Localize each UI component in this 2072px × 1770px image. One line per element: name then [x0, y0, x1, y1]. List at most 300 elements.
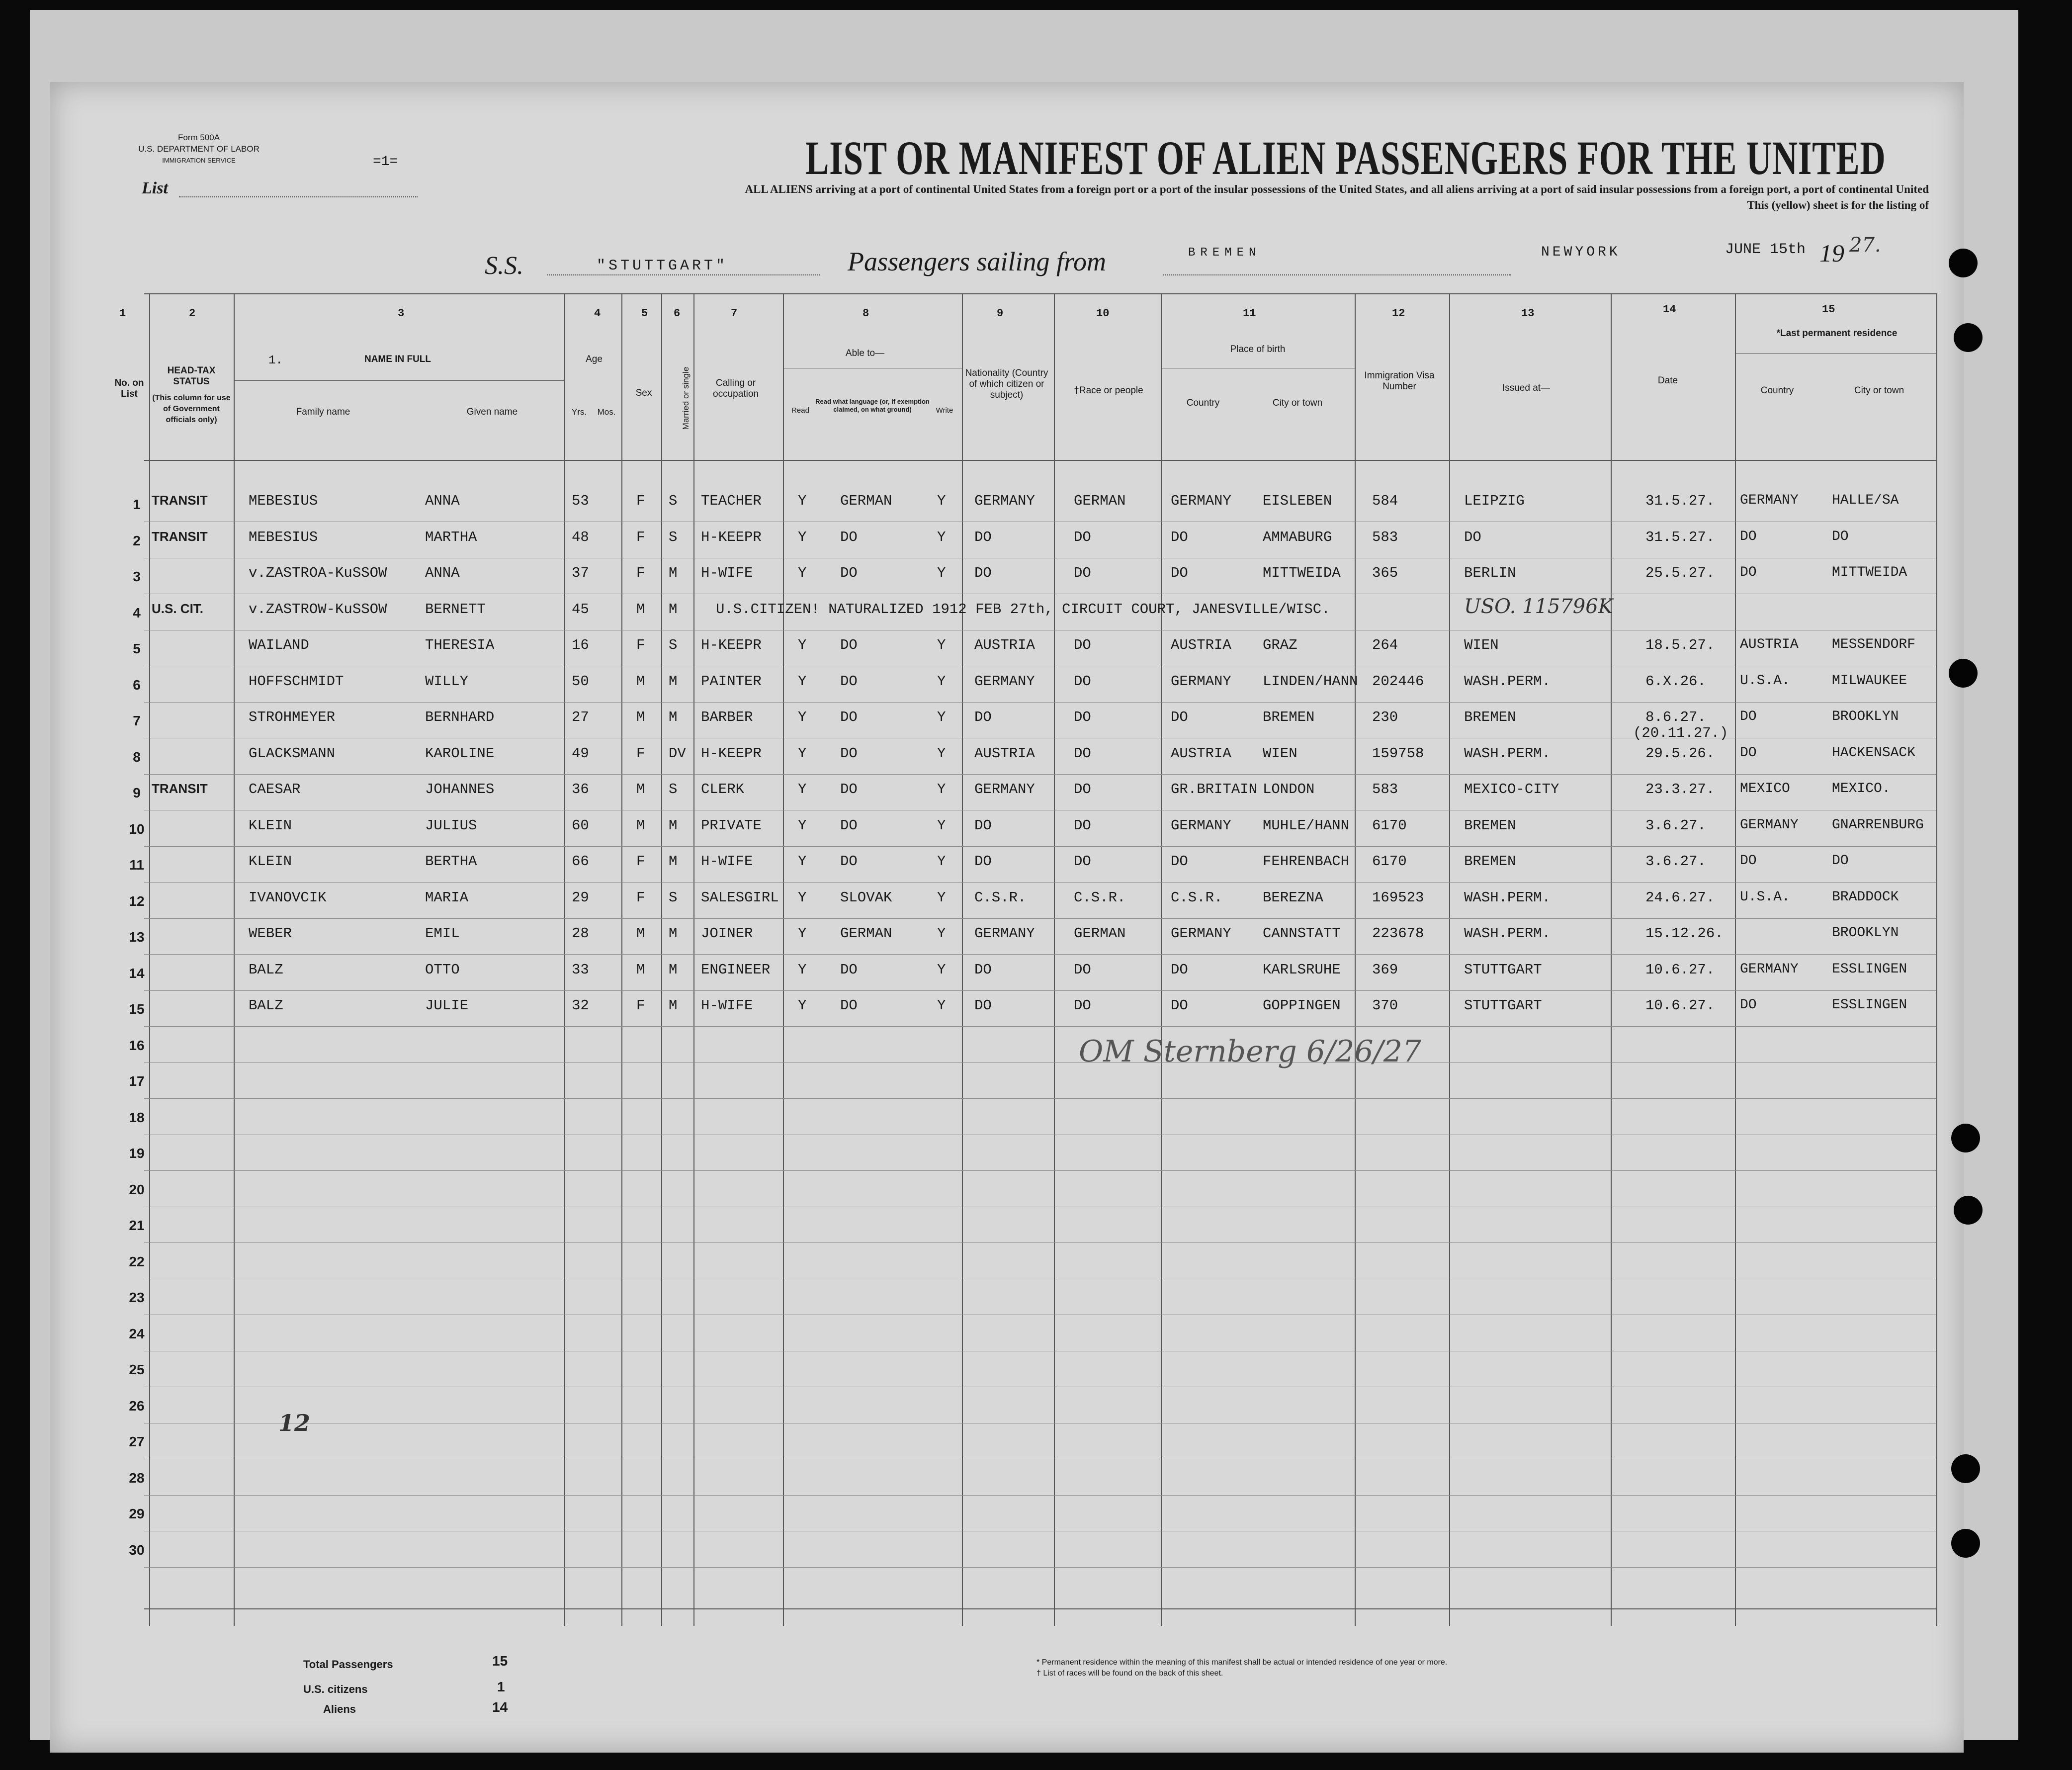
visa-number: 223678 — [1372, 925, 1424, 942]
row-rule — [144, 1062, 1936, 1063]
colnum-11: 11 — [1243, 307, 1256, 320]
hdr-birth-city: City or town — [1272, 398, 1323, 408]
birth-city: BREMEN — [1263, 709, 1315, 725]
issue-date: 31.5.27. — [1645, 529, 1715, 545]
form-number: Form 500A — [177, 133, 220, 142]
family-name: KLEIN — [249, 853, 292, 870]
port-underline — [1163, 274, 1511, 275]
can-write: Y — [937, 673, 946, 690]
read-language: DO — [840, 781, 858, 797]
residence-city: ESSLINGEN — [1832, 961, 1907, 977]
row-number: 15 — [129, 1001, 145, 1017]
row-number: 29 — [129, 1506, 145, 1521]
birth-city: GRAZ — [1263, 637, 1297, 653]
race: DO — [1074, 817, 1091, 834]
row-number: 5 — [133, 641, 141, 656]
nationality: DO — [974, 709, 992, 725]
birth-country: DO — [1171, 709, 1188, 725]
issued-at: BERLIN — [1464, 565, 1516, 581]
hdr-nationality: Nationality (Country of which citizen or subject) — [965, 368, 1048, 400]
aliens-label: Aliens — [323, 1703, 356, 1715]
sex: F — [636, 493, 645, 509]
row-number: 13 — [129, 929, 145, 945]
nationality: GERMANY — [974, 493, 1035, 509]
citizens-value: 1 — [497, 1679, 505, 1694]
visa-number: 230 — [1372, 709, 1398, 725]
vrule-15 — [1936, 293, 1937, 1626]
birth-country: GERMANY — [1171, 817, 1231, 834]
birth-city: MUHLE/HANN — [1263, 817, 1350, 834]
manifest-sheet — [50, 82, 1964, 1753]
year-prefix: 19 — [1819, 239, 1844, 267]
issue-date: 23.3.27. — [1645, 781, 1715, 797]
issued-at: USO. 115796K — [1464, 595, 1613, 618]
occupation: JOINER — [701, 925, 753, 942]
birth-city: KARLSRUHE — [1263, 961, 1341, 978]
age: 29 — [572, 889, 589, 906]
birth-country: GERMANY — [1171, 493, 1231, 509]
birth-city: MITTWEIDA — [1263, 565, 1341, 581]
sex: M — [636, 709, 645, 725]
given-name: JULIE — [425, 997, 469, 1014]
family-name: CAESAR — [249, 781, 301, 797]
vrule-9 — [1054, 293, 1055, 1626]
binder-hole — [1951, 1124, 1980, 1152]
residence-city: MITTWEIDA — [1832, 565, 1907, 580]
sex: M — [636, 925, 645, 942]
manifest-title: LIST OR MANIFEST OF ALIEN PASSENGERS FOR THE UNITED — [805, 131, 1886, 184]
colnum-6: 6 — [674, 307, 681, 320]
row-number: 27 — [129, 1434, 145, 1449]
marital-status: M — [669, 817, 678, 834]
birth-city: BEREZNA — [1263, 889, 1323, 906]
sex: F — [636, 853, 645, 870]
hdr-read-what: Read what language (or, if exemption claimed, on what ground) — [815, 398, 930, 413]
marital-status: M — [669, 673, 678, 690]
subtitle-line1: ALL ALIENS arriving at a port of continental United States from a foreign port or a port of the insular possessions of the United States, and all aliens arriving at a port of said insular possessions from a foreign port, a port of continental United — [745, 183, 1929, 195]
age: 45 — [572, 601, 589, 618]
residence-country: U.S.A. — [1740, 889, 1790, 905]
residence-city: HALLE/SA — [1832, 493, 1899, 508]
issue-date: 31.5.27. — [1645, 493, 1715, 509]
row-rule — [144, 1098, 1936, 1099]
row-number: 19 — [129, 1146, 145, 1161]
nationality: DO — [974, 853, 992, 870]
header-bottom-rule — [144, 460, 1936, 461]
can-write: Y — [937, 817, 946, 834]
occupation: H-KEEPR — [701, 637, 762, 653]
given-name: BERNETT — [425, 601, 486, 618]
row-number: 23 — [129, 1290, 145, 1305]
can-write: Y — [937, 889, 946, 906]
issue-date: 18.5.27. — [1645, 637, 1715, 653]
nationality: C.S.R. — [974, 889, 1027, 906]
age: 33 — [572, 961, 589, 978]
age: 16 — [572, 637, 589, 653]
given-name: JULIUS — [425, 817, 477, 834]
given-name: THERESIA — [425, 637, 495, 653]
visa-number: 370 — [1372, 997, 1398, 1014]
can-write: Y — [937, 961, 946, 978]
colnum-7: 7 — [731, 307, 738, 320]
vrule-10 — [1161, 293, 1162, 1626]
birth-country: DO — [1171, 997, 1188, 1014]
race: DO — [1074, 961, 1091, 978]
row-number: 28 — [129, 1470, 145, 1486]
birth-city: WIEN — [1263, 745, 1297, 762]
sailing-label: Passengers sailing from — [848, 247, 1107, 276]
vrule-14 — [1735, 293, 1736, 1626]
visa-number: 583 — [1372, 781, 1398, 797]
visa-number: 159758 — [1372, 745, 1424, 762]
issue-date: 24.6.27. — [1645, 889, 1715, 906]
hdr-yrs: Yrs. — [571, 407, 587, 417]
can-read: Y — [798, 673, 807, 690]
can-read: Y — [798, 889, 807, 906]
can-read: Y — [798, 529, 807, 545]
issued-at: BREMEN — [1464, 853, 1516, 870]
hdr-visa: Immigration Visa Number — [1364, 370, 1435, 392]
colnum-14: 14 — [1663, 303, 1676, 316]
list-underline — [179, 196, 418, 197]
head-tax-status: TRANSIT — [152, 781, 208, 796]
nationality: DO — [974, 565, 992, 581]
binder-hole — [1951, 1529, 1980, 1558]
can-read: Y — [798, 565, 807, 581]
family-name: HOFFSCHMIDT — [249, 673, 344, 690]
row-rule — [144, 1170, 1936, 1171]
head-tax-status: TRANSIT — [152, 493, 208, 508]
residence-city: BROOKLYN — [1832, 709, 1899, 724]
birth-city: LONDON — [1263, 781, 1315, 797]
race: DO — [1074, 673, 1091, 690]
hdr-res-country: Country — [1760, 385, 1794, 396]
nationality: DO — [974, 961, 992, 978]
race: C.S.R. — [1074, 889, 1126, 906]
can-read: Y — [798, 745, 807, 762]
can-write: Y — [937, 709, 946, 725]
sex: M — [636, 817, 645, 834]
residence-country: AUSTRIA — [1740, 637, 1799, 652]
occupation: H-KEEPR — [701, 529, 762, 545]
issued-at: WIEN — [1464, 637, 1499, 653]
occupation: TEACHER — [701, 493, 762, 509]
occupation: PAINTER — [701, 673, 762, 690]
occupation: PRIVATE — [701, 817, 762, 834]
residence-city: BRADDOCK — [1832, 889, 1899, 905]
sex: F — [636, 745, 645, 762]
family-name: IVANOVCIK — [249, 889, 327, 906]
can-write: Y — [937, 529, 946, 545]
visa-number: 6170 — [1372, 817, 1407, 834]
vrule-11 — [1355, 293, 1356, 1626]
issue-date: 3.6.27. — [1645, 853, 1706, 870]
sex: F — [636, 889, 645, 906]
nationality: DO — [974, 997, 992, 1014]
visa-number: 202446 — [1372, 673, 1424, 690]
given-name: ANNA — [425, 565, 460, 581]
can-write: Y — [937, 565, 946, 581]
family-name: KLEIN — [249, 817, 292, 834]
residence-country: DO — [1740, 745, 1757, 761]
visa-number: 6170 — [1372, 853, 1407, 870]
marital-status: M — [669, 565, 678, 581]
hdr-name-in-full: NAME IN FULL — [364, 354, 432, 364]
family-name: WEBER — [249, 925, 292, 942]
family-name: WAILAND — [249, 637, 309, 653]
birth-city: FEHRENBACH — [1263, 853, 1350, 870]
issued-at: BREMEN — [1464, 709, 1516, 725]
can-read: Y — [798, 997, 807, 1014]
row-number: 21 — [129, 1218, 145, 1233]
issued-at: DO — [1464, 529, 1481, 545]
race: DO — [1074, 997, 1091, 1014]
rule-res-sub — [1735, 353, 1936, 354]
row-number: 26 — [129, 1398, 145, 1414]
race: DO — [1074, 637, 1091, 653]
race: DO — [1074, 529, 1091, 545]
residence-country: U.S.A. — [1740, 673, 1790, 689]
hdr-calling: Calling or occupation — [713, 378, 759, 399]
can-read: Y — [798, 925, 807, 942]
birth-city: GOPPINGEN — [1263, 997, 1341, 1014]
race: DO — [1074, 709, 1091, 725]
total-passengers-label: Total Passengers — [303, 1658, 393, 1671]
row-number: 7 — [133, 713, 141, 728]
given-name: MARTHA — [425, 529, 477, 545]
family-name: BALZ — [249, 997, 283, 1014]
family-name: v.ZASTROW-KuSSOW — [249, 601, 387, 618]
race: GERMAN — [1074, 493, 1126, 509]
row-number: 4 — [133, 605, 141, 620]
vrule-13 — [1611, 293, 1612, 1626]
binder-hole — [1949, 249, 1978, 277]
vrule-1 — [149, 293, 150, 1626]
service: IMMIGRATION SERVICE — [162, 157, 236, 164]
row-rule — [144, 1026, 1936, 1027]
hdr-no-on-list: No. on List — [114, 378, 144, 399]
binder-hole — [1951, 1454, 1980, 1483]
binder-hole — [1954, 323, 1983, 352]
visa-number: 264 — [1372, 637, 1398, 653]
can-write: Y — [937, 745, 946, 762]
issue-date: 3.6.27. — [1645, 817, 1706, 834]
binder-hole — [1954, 1196, 1983, 1225]
issued-at: STUTTGART — [1464, 997, 1542, 1014]
read-language: DO — [840, 817, 858, 834]
row-number: 1 — [133, 497, 141, 512]
row-number: 24 — [129, 1326, 145, 1341]
hdr-read: Read — [791, 406, 809, 415]
race: GERMAN — [1074, 925, 1126, 942]
row-number: 22 — [129, 1253, 145, 1269]
read-language: DO — [840, 997, 858, 1014]
can-read: Y — [798, 781, 807, 797]
race: DO — [1074, 853, 1091, 870]
can-write: Y — [937, 997, 946, 1014]
visa-number: 369 — [1372, 961, 1398, 978]
residence-city: BROOKLYN — [1832, 925, 1899, 941]
vrule-7 — [783, 293, 784, 1626]
total-passengers-value: 15 — [492, 1653, 508, 1669]
given-name: BERTHA — [425, 853, 477, 870]
read-language: DO — [840, 745, 858, 762]
visa-number: 365 — [1372, 565, 1398, 581]
sex: M — [636, 601, 645, 618]
birth-city: CANNSTATT — [1263, 925, 1341, 942]
age: 66 — [572, 853, 589, 870]
can-write: Y — [937, 637, 946, 653]
marital-status: M — [669, 601, 678, 618]
residence-city: HACKENSACK — [1832, 745, 1916, 761]
row-rule — [144, 882, 1936, 883]
given-name: OTTO — [425, 961, 460, 978]
residence-country: GERMANY — [1740, 493, 1799, 508]
row-rule — [144, 990, 1936, 991]
residence-country: MEXICO — [1740, 781, 1790, 796]
can-read: Y — [798, 961, 807, 978]
hdr-date: Date — [1657, 375, 1678, 386]
nationality: GERMANY — [974, 781, 1035, 797]
can-write: Y — [937, 493, 946, 509]
header-top-rule — [144, 293, 1936, 294]
colnum-13: 13 — [1521, 307, 1535, 320]
citizens-label: U.S. citizens — [303, 1683, 368, 1695]
vrule-12 — [1449, 293, 1450, 1626]
can-read: Y — [798, 709, 807, 725]
can-write: Y — [937, 781, 946, 797]
race: DO — [1074, 565, 1091, 581]
issued-at: LEIPZIG — [1464, 493, 1525, 509]
given-name: EMIL — [425, 925, 460, 942]
marital-status: S — [669, 529, 678, 545]
birth-country: DO — [1171, 529, 1188, 545]
race: DO — [1074, 781, 1091, 797]
hdr-head-tax: HEAD-TAX STATUS — [167, 365, 216, 387]
hdr-able-to: Able to— — [845, 348, 885, 358]
race: DO — [1074, 745, 1091, 762]
head-tax-status: U.S. CIT. — [152, 601, 204, 616]
read-language: DO — [840, 853, 858, 870]
sex: F — [636, 997, 645, 1014]
residence-city: DO — [1832, 853, 1849, 869]
arrival-port: NEWYORK — [1541, 245, 1621, 260]
vrule-6 — [693, 293, 694, 1626]
row-number: 30 — [129, 1542, 145, 1558]
given-name: ANNA — [425, 493, 460, 509]
row-rule — [144, 702, 1936, 703]
visa-number: 169523 — [1372, 889, 1424, 906]
list-label: List — [142, 179, 168, 197]
ss-label: S.S. — [485, 252, 523, 280]
hdr-mos: Mos. — [597, 407, 616, 417]
totals-rule — [144, 1608, 1936, 1609]
vrule-8 — [962, 293, 963, 1626]
birth-country: AUSTRIA — [1171, 745, 1231, 762]
rule-name-sub — [234, 380, 564, 381]
nationality: GERMANY — [974, 673, 1035, 690]
read-language: DO — [840, 709, 858, 725]
birth-country: GERMANY — [1171, 673, 1231, 690]
age: 32 — [572, 997, 589, 1014]
row-rule — [144, 1567, 1936, 1568]
sex: M — [636, 961, 645, 978]
read-language: SLOVAK — [840, 889, 892, 906]
sex: F — [636, 565, 645, 581]
issued-at: WASH.PERM. — [1464, 673, 1551, 690]
issue-date: 15.12.26. — [1645, 925, 1724, 942]
marital-status: S — [669, 493, 678, 509]
occupation: ENGINEER — [701, 961, 771, 978]
can-read: Y — [798, 853, 807, 870]
read-language: GERMAN — [840, 925, 892, 942]
row-number: 3 — [133, 569, 141, 584]
row-number: 12 — [129, 893, 145, 909]
row-number: 16 — [129, 1037, 145, 1053]
occupation: BARBER — [701, 709, 753, 725]
read-language: DO — [840, 961, 858, 978]
age: 27 — [572, 709, 589, 725]
colnum-12: 12 — [1392, 307, 1405, 320]
vrule-2 — [234, 293, 235, 1626]
birth-city: AMMABURG — [1263, 529, 1332, 545]
residence-city: DO — [1832, 529, 1849, 544]
age: 60 — [572, 817, 589, 834]
visa-number: 583 — [1372, 529, 1398, 545]
residence-country: GERMANY — [1740, 961, 1799, 977]
given-name: BERNHARD — [425, 709, 495, 725]
can-write: Y — [937, 853, 946, 870]
read-language: GERMAN — [840, 493, 892, 509]
footnote-2: † List of races will be found on the back of this sheet. — [1036, 1669, 1223, 1678]
issued-at: BREMEN — [1464, 817, 1516, 834]
binder-hole — [1949, 659, 1978, 688]
colnum-10: 10 — [1096, 307, 1110, 320]
age: 50 — [572, 673, 589, 690]
colnum-1: 1 — [119, 307, 126, 320]
colnum-9: 9 — [997, 307, 1004, 320]
issued-at: WASH.PERM. — [1464, 889, 1551, 906]
colnum-5: 5 — [641, 307, 648, 320]
year-handwritten: 27. — [1849, 234, 1881, 257]
row-number: 8 — [133, 749, 141, 765]
marital-status: M — [669, 961, 678, 978]
age: 28 — [572, 925, 589, 942]
list-number: =1= — [373, 154, 398, 170]
head-tax-status: TRANSIT — [152, 529, 208, 544]
hdr-write: Write — [936, 406, 953, 415]
residence-city: MESSENDORF — [1832, 637, 1916, 652]
handwritten-count: 12 — [278, 1410, 311, 1436]
department: U.S. DEPARTMENT OF LABOR — [138, 144, 259, 154]
hdr-birth-country: Country — [1186, 398, 1220, 408]
read-language: DO — [840, 529, 858, 545]
arrival-date: JUNE 15th — [1725, 241, 1806, 258]
marital-status: M — [669, 853, 678, 870]
extra-date: (20.11.27.) — [1633, 725, 1728, 741]
nationality: AUSTRIA — [974, 745, 1035, 762]
hdr-last-residence: *Last permanent residence — [1776, 328, 1898, 339]
residence-city: GNARRENBURG — [1832, 817, 1924, 833]
residence-country: GERMANY — [1740, 817, 1799, 833]
occupation: U.S.CITIZEN! NATURALIZED 1912 FEB 27th, CIRCUIT COURT, JANESVILLE/WISC. — [716, 601, 1330, 618]
colnum-8: 8 — [863, 307, 869, 320]
occupation: H-WIFE — [701, 565, 753, 581]
issued-at: MEXICO-CITY — [1464, 781, 1559, 797]
row-number: 2 — [133, 532, 141, 548]
vrule-5 — [661, 293, 662, 1626]
given-name: JOHANNES — [425, 781, 495, 797]
